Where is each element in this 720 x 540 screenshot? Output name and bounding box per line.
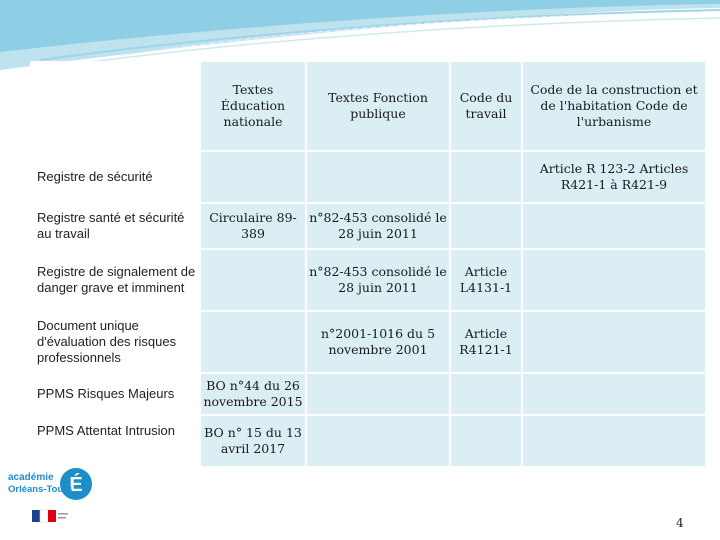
table-row [30,151,706,203]
cell-fonction: n°82-453 consolidé le 28 juin 2011 [306,203,450,249]
header-travail [450,61,522,151]
regulation-table [30,60,707,468]
cell-travail [450,151,522,203]
logo-line1: académie [8,472,54,483]
table-row [30,311,706,373]
flag-white [40,510,48,522]
row-label: Document unique d'évaluation des risques professionnels [30,311,200,373]
logo-line2: Orléans-Tours [8,484,73,495]
row-label: Registre de sécurité [30,151,200,203]
header-education-text: Textes Éducation nationale [220,82,286,129]
cell-education [200,151,306,203]
cell-education [200,249,306,311]
cell-construction [522,311,706,373]
table-row [30,415,706,467]
header-row [30,61,706,151]
cell-construction [522,373,706,415]
header-fonction-text: Textes Fonction publique [328,90,428,121]
header-education [200,61,306,151]
cell-travail [450,415,522,467]
cell-construction: Article R 123-2 Articles R421-1 à R421-9 [522,151,706,203]
header-construction [522,61,706,151]
page-number: 4 [676,516,684,530]
logo-e-letter: É [69,474,83,496]
cell-education: BO n° 15 du 13 avril 2017 [200,415,306,467]
cell-education [200,311,306,373]
table-row [30,249,706,311]
header-fonction [306,61,450,151]
header-travail-text: Code du travail [459,90,513,121]
cell-construction [522,249,706,311]
cell-travail: Article L4131-1 [450,249,522,311]
cell-fonction [306,415,450,467]
cell-construction [522,415,706,467]
cell-fonction: n°82-453 consolidé le 28 juin 2011 [306,249,450,311]
row-label: PPMS Risques Majeurs [30,373,200,415]
cell-education: BO n°44 du 26 novembre 2015 [200,373,306,415]
academie-logo [6,462,96,532]
row-label: Registre santé et sécurité au travail [30,203,200,249]
cell-travail [450,203,522,249]
flag-caption-line [58,513,68,515]
header-empty-cell [30,61,200,151]
table-row [30,373,706,415]
cell-travail [450,373,522,415]
cell-travail: Article R4121-1 [450,311,522,373]
flag-caption-line [58,517,66,519]
row-label: PPMS Attentat Intrusion [30,415,200,467]
cell-education: Circulaire 89-389 [200,203,306,249]
flag-red [48,510,56,522]
flag-blue [32,510,40,522]
cell-fonction [306,373,450,415]
row-label: Registre de signalement de danger grave et imminent [30,249,200,311]
cell-construction [522,203,706,249]
cell-fonction [306,151,450,203]
cell-fonction: n°2001-1016 du 5 novembre 2001 [306,311,450,373]
table-row [30,203,706,249]
header-construction-text: Code de la construction et de l'habitation Code de l'urbanisme [530,82,698,129]
